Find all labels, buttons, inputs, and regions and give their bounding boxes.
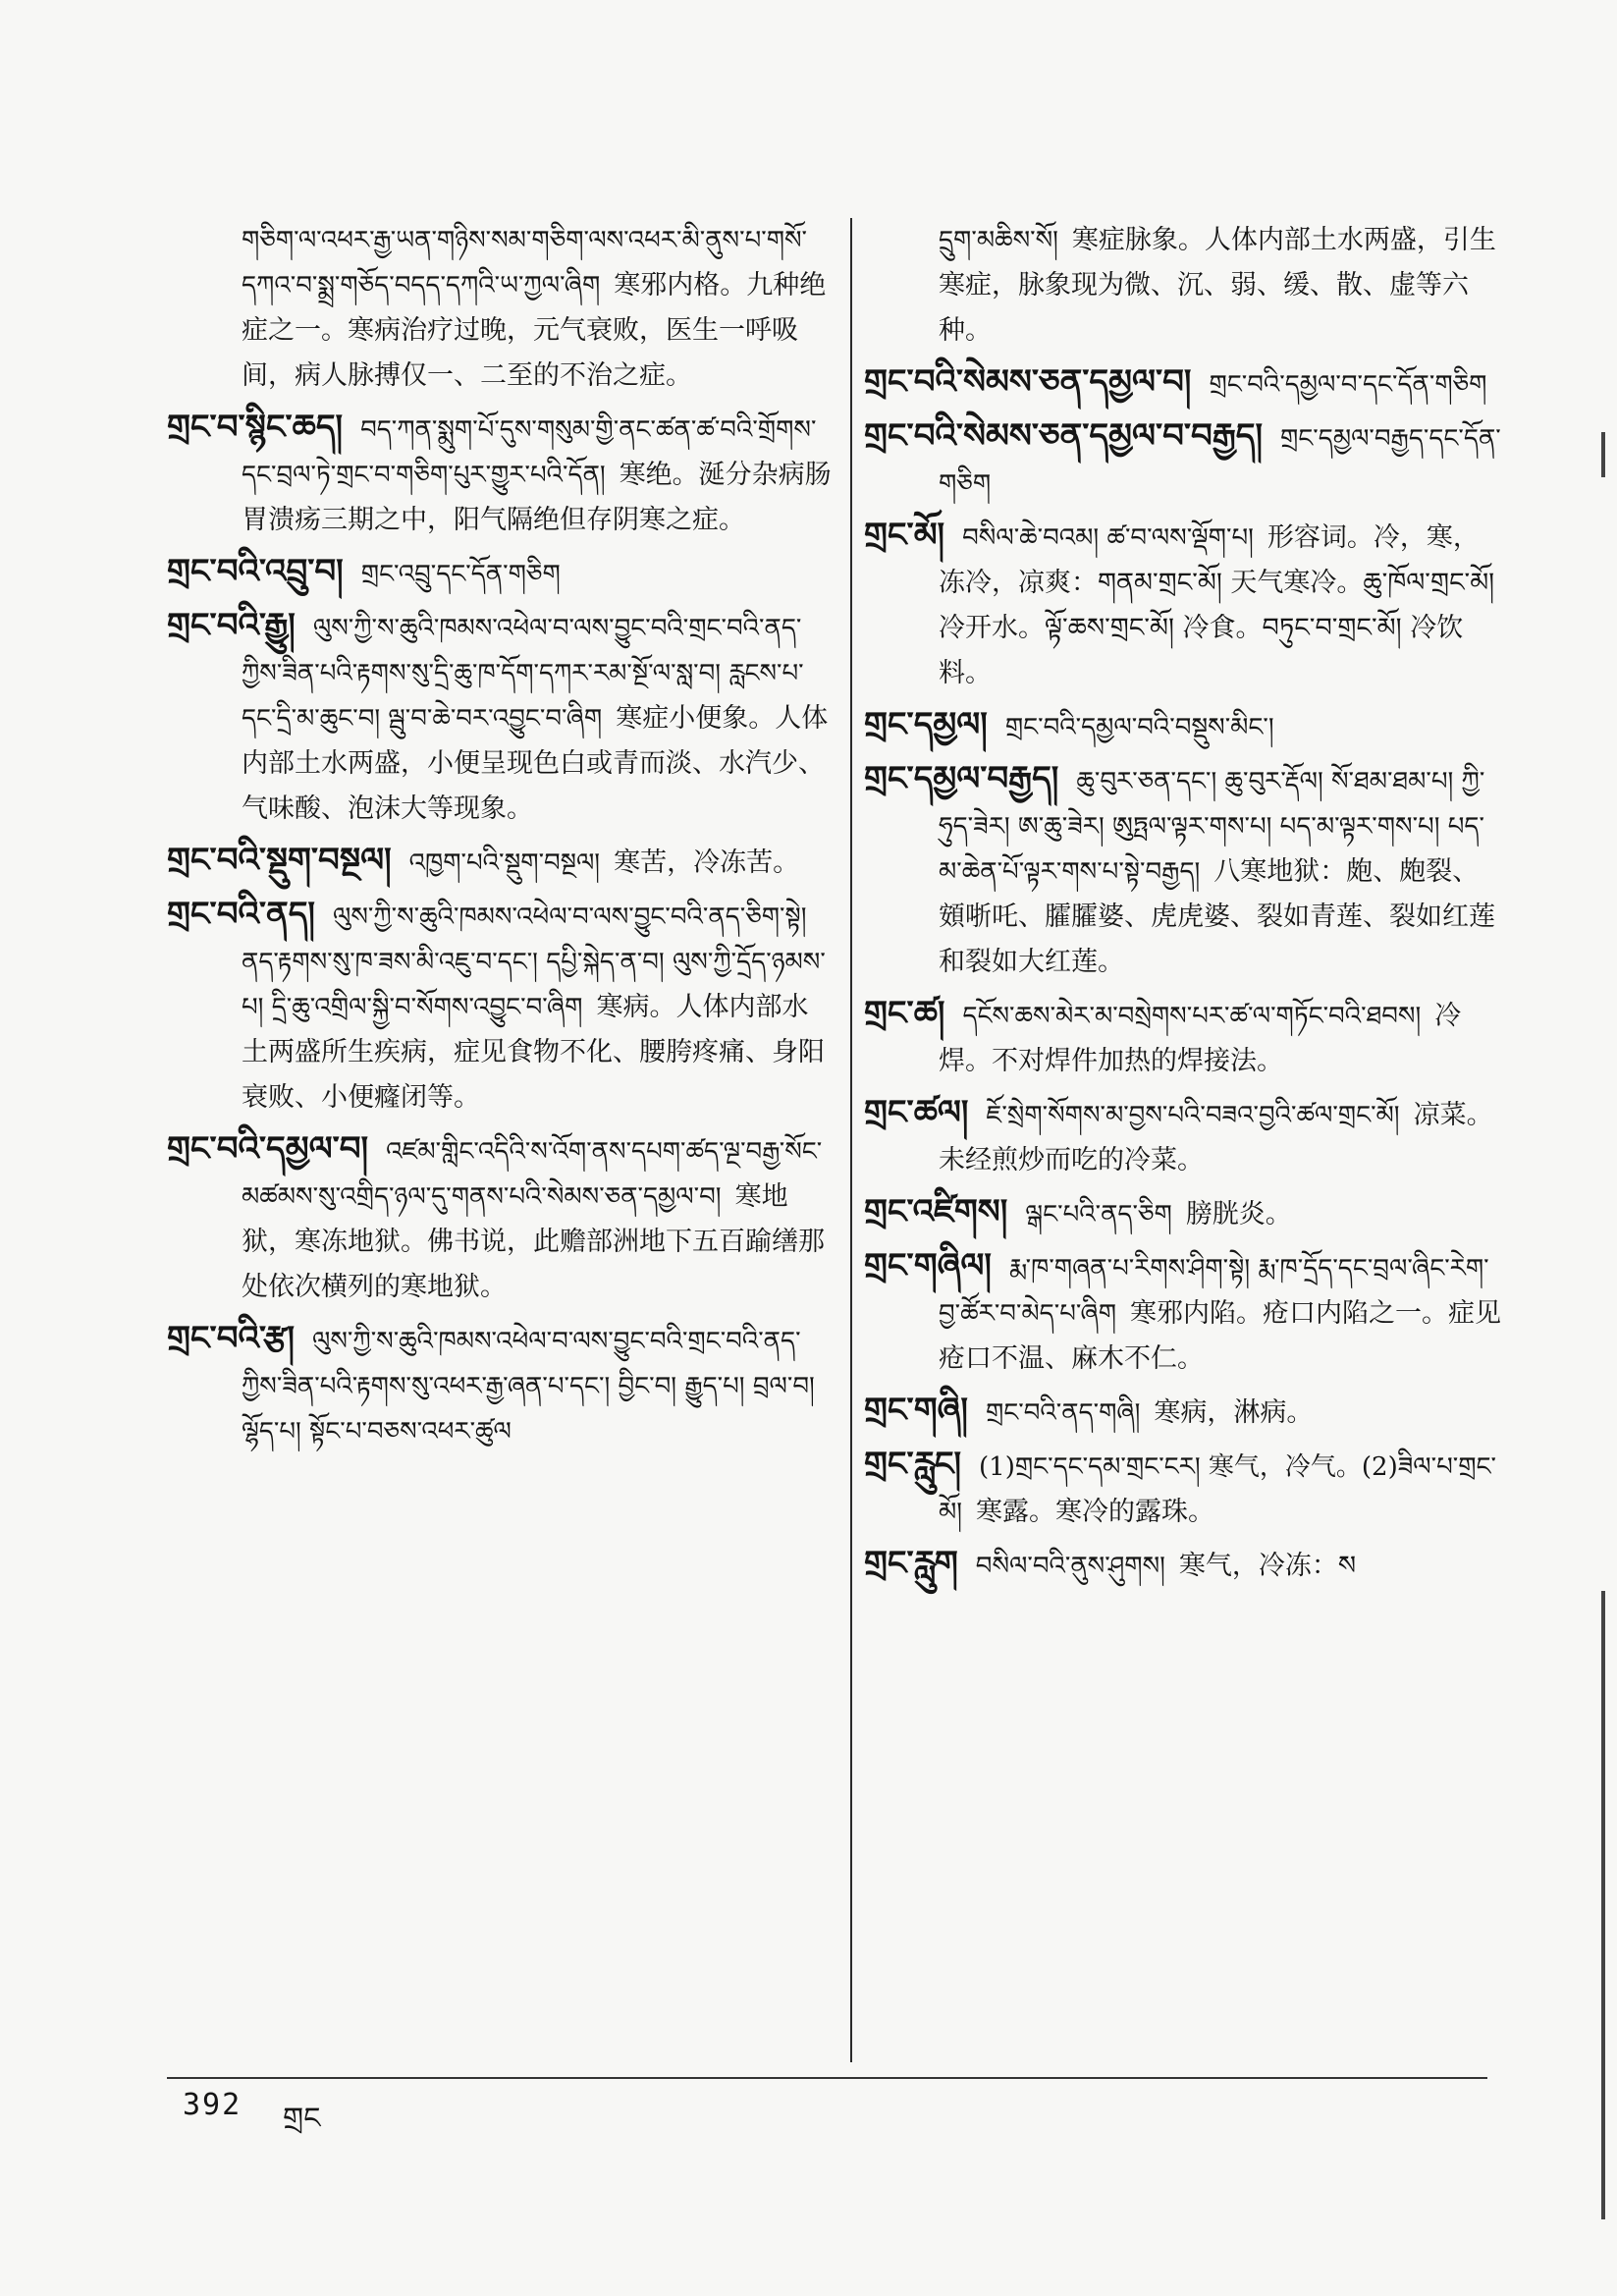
entry-headword: གྲང་གཞིལ།: [864, 1246, 992, 1285]
page-number: 392: [183, 2088, 243, 2122]
entry-tibetan-definition: གྲང་བའི་ནད་གཞི།: [985, 1398, 1141, 1428]
entry-tibetan-definition: བསིལ་ཆེ་བའམ། ཚ་བ་ལས་ལྡོག་པ།: [962, 523, 1254, 553]
dictionary-entry: [167, 892, 835, 1121]
entry-tibetan-definition: ལྒང་པའི་ནད་ཅིག: [1025, 1200, 1172, 1230]
entry-tibetan-definition: ལུས་ཀྱི་ས་ཆུའི་ཁམས་འཕེལ་བ་ལས་བྱུང་བའི་གྲང་བའི་ནད་ཀྱིས་ཟིན་པའི་རྟགས་སུ་འཕར་རྒྱ་ཞན་པ་དང་། བྱིང་བ། རྒྱུད་པ། བྲལ་བ། ལྷོད་པ། སྟོང་པ་བཅས་འཕར་ཚུལ: [242, 1327, 815, 1447]
dictionary-entry: [167, 1126, 835, 1310]
entry-chinese-definition: 冷焊。不对焊件加热的焊接法。: [939, 1001, 1462, 1076]
entry-chinese-definition: 寒露。寒冷的露珠。: [976, 1497, 1215, 1527]
column-divider: [850, 218, 852, 2062]
entry-tibetan-definition: བད་ཀན་སྨུག་པོ་དུས་གསུམ་གྱི་ནང་ཚན་ཚ་བའི་གྲོགས་དང་བྲལ་ཏེ་གྲང་བ་གཅིག་པུར་གྱུར་པའི་དོན།: [242, 415, 817, 490]
entry-tibetan-definition: འཛམ་གླིང་འདིའི་ས་འོག་ནས་དཔག་ཚད་ལྔ་བརྒྱ་སོང་མཚམས་སུ་འགྲིད་ཉལ་དུ་གནས་པའི་སེམས་ཅན་དམྱལ་བ།: [242, 1137, 823, 1212]
entry-tibetan-definition: བསིལ་བའི་ནུས་ཤུགས།: [975, 1552, 1165, 1581]
entry-chinese-definition: 寒苦，冷冻苦。: [614, 847, 800, 878]
dictionary-entry: [167, 1316, 835, 1454]
entry-chinese-definition: 膀胱炎。: [1185, 1199, 1292, 1230]
entry-chinese-definition: 寒气，冷冻：ས: [1178, 1551, 1357, 1581]
dictionary-entry: [864, 1189, 1502, 1237]
entry-chinese-definition: 寒绝。涎分杂病肠胃溃疡三期之中，阳气隔绝但存阴寒之症。: [242, 460, 832, 535]
entry-headword: གྲང་བ་སྙིང་ཆད།: [167, 408, 344, 447]
entry-tibetan-definition: རྨ་ཁ་གཞན་པ་རིགས་ཤིག་སྟེ། རྨ་ཁ་དྲོད་དང་བྲལ་ཞིང་རེག་བྱ་ཚོར་བ་མེད་པ་ཞིག: [939, 1254, 1489, 1329]
entry-headword: གྲང་ཚ།: [864, 994, 945, 1033]
entry-headword: གྲང་བའི་སེམས་ཅན་དམྱལ་བ།: [864, 362, 1192, 402]
entry-headword: གྲང་དམྱལ་བརྒྱད།: [864, 759, 1059, 798]
entry-headword: གྲང་བའི་སྡུག་བསྔལ།: [167, 841, 392, 880]
entry-headword: གྲང་བའི་རྩ།: [167, 1319, 296, 1358]
entry-chinese-definition: 寒邪内格。九种绝症之一。寒病治疗过晚，元气衰败，医生一呼吸间，病人脉搏仅一、二至的不治之症。: [242, 270, 827, 391]
entry-headword: གྲང་བའི་རྒྱུ།: [167, 606, 296, 645]
entry-tibetan-definition: གྲང་དམྱལ་བརྒྱད་དང་དོན་གཅིག: [939, 424, 1501, 499]
dictionary-entry: [864, 413, 1502, 507]
entry-headword: གྲང་བའི་འབྲུ་བ།: [167, 552, 344, 591]
entry-headword: གྲང་འཛིགས།: [864, 1192, 1008, 1231]
entry-chinese-definition: 八寒地狱：皰、皰裂、頞哳吒、臛臛婆、虎虎婆、裂如青莲、裂如红莲和裂如大红莲。: [939, 856, 1495, 977]
entry-chinese-definition: 寒症小便象。人体内部土水两盛，小便呈现色白或青而淡、水汽少、气味酸、泡沫大等现象。: [242, 703, 829, 824]
dictionary-entry: [167, 405, 835, 543]
dictionary-entry: [864, 1243, 1502, 1382]
margin-mark: [1601, 1591, 1605, 2219]
entry-chinese-definition: 寒病。人体内部水土两盛所生疾病，症见食物不化、腰胯疼痛、身阳衰败、小便癃闭等。: [242, 992, 825, 1113]
entry-chinese-definition: 形容词。冷，寒，冻冷，凉爽：གནམ་གྲང་མོ། 天气寒冷。ཆུ་ཁོལ་གྲང་མོ། 冷开水。ལྟོ་ཆས་གྲང་མོ། 冷食。བཏུང་བ་གྲང་མོ། 冷饮料。: [939, 522, 1495, 688]
entry-headword: གྲང་དམྱལ།: [864, 705, 988, 744]
entry-headword: གྲང་བའི་ནད།: [167, 895, 315, 934]
entry-chinese-definition: 寒病，淋病。: [1154, 1397, 1314, 1428]
entry-tibetan-definition: དངོས་ཆས་མེར་མ་བསྲེགས་པར་ཚ་ལ་གཏོང་བའི་ཐབས།: [962, 1002, 1422, 1031]
left-column: [167, 218, 835, 1460]
running-head: གྲང: [283, 2102, 321, 2136]
entry-chinese-definition: 寒邪内陷。疮口内陷之一。症见疮口不温、麻木不仁。: [939, 1298, 1502, 1374]
entry-tibetan-definition: གཅིག་ལ་འཕར་རྒྱ་ཡན་གཉིས་སམ་གཅིག་ལས་འཕར་མི་ནུས་པ་གསོ་དཀའ་བ་སྨྲ་གཅོད་བདད་དཀའི་ཡ་ཀྱལ་ཞིག: [242, 226, 808, 301]
dictionary-entry: [864, 991, 1502, 1084]
dictionary-entry: [864, 1541, 1502, 1589]
right-column: [864, 218, 1502, 1595]
margin-mark: [1601, 432, 1605, 477]
entry-tibetan-definition: ལུས་ཀྱི་ས་ཆུའི་ཁམས་འཕེལ་བ་ལས་བྱུང་བའི་ནད་ཅིག་སྟེ། ནད་རྟགས་སུ་ཁ་ཟས་མི་འཇུ་བ་དང་། དཔྱི་སྐེད་ན་བ། ལུས་ཀྱི་དྲོད་ཉམས་པ། དྲི་ཆུ་འགྲིལ་སྐྱི་བ་སོགས་འབྱུང་བ་ཞིག: [242, 902, 826, 1022]
entry-tibetan-definition: འཁྱག་པའི་སྡུག་བསྔལ།: [408, 848, 601, 878]
dictionary-entry: [864, 1388, 1502, 1436]
dictionary-entry: [167, 549, 835, 597]
entry-chinese-definition: 寒症脉象。人体内部土水两盛，引生寒症，脉象现为微、沉、弱、缓、散、虚等六种。: [939, 225, 1496, 346]
entry-tibetan-definition: ལུས་ཀྱི་ས་ཆུའི་ཁམས་འཕེལ་བ་ལས་བྱུང་བའི་གྲང་བའི་ནད་ཀྱིས་ཟིན་པའི་རྟགས་སུ་དྲི་ཆུ་ཁ་དོག་དཀར་རམ་སྔོ་ལ་སླ་བ། རླངས་པ་དང་དྲི་མ་ཆུང་བ། ལྦུ་བ་ཆེ་བར་འབྱུང་བ་ཞིག: [242, 614, 804, 734]
entry-chinese-definition: 寒地狱，寒冻地狱。佛书说，此赡部洲地下五百踰缮那处依次横列的寒地狱。: [242, 1181, 825, 1302]
dictionary-entry: [864, 1442, 1502, 1535]
entry-tibetan-definition: དྲུག་མཆིས་སོ།: [939, 226, 1058, 255]
entry-tibetan-definition: (1)གྲང་དང་དམ་གྲང་ངར། 寒气，冷气。(2)ཟིལ་པ་གྲང་མོ།: [939, 1452, 1497, 1527]
entry-tibetan-definition: ཇོ་སྲེག་སོགས་མ་བྱས་པའི་བཟའ་བྱའི་ཚལ་གྲང་མོ།: [986, 1101, 1400, 1130]
entry-headword: གྲང་བའི་དམྱལ་བ།: [167, 1129, 369, 1169]
dictionary-entry: [864, 359, 1502, 408]
dictionary-entry: [167, 218, 835, 399]
dictionary-entry: [864, 756, 1502, 985]
entry-headword: གྲང་མོ།: [864, 516, 945, 555]
entry-headword: གྲང་ཚལ།: [864, 1093, 969, 1132]
dictionary-entry: [864, 1090, 1502, 1183]
entry-headword: གྲང་གཞི།: [864, 1391, 968, 1430]
entry-tibetan-definition: གྲང་འབྲུ་དང་དོན་གཅིག: [360, 560, 561, 589]
dictionary-entry: [864, 702, 1502, 750]
dictionary-entry: [167, 838, 835, 886]
entry-chinese-definition: 凉菜。未经煎炒而吃的冷菜。: [939, 1100, 1493, 1175]
entry-headword: གྲང་རླུག: [864, 1544, 958, 1583]
entry-headword: གྲང་རླུང།: [864, 1445, 962, 1484]
dictionary-entry: [167, 603, 835, 832]
entry-tibetan-definition: གྲང་བའི་དམྱལ་བའི་བསྡུས་མིང་།: [1004, 713, 1274, 742]
dictionary-entry: [864, 513, 1502, 696]
footer-rule: [167, 2077, 1487, 2079]
entry-headword: གྲང་བའི་སེམས་ཅན་དམྱལ་བ་བརྒྱད།: [864, 416, 1263, 456]
dictionary-entry: [864, 218, 1502, 354]
entry-tibetan-definition: ཆུ་བུར་ཅན་དང་། ཆུ་བུར་རྡོལ། སོ་ཐམ་ཐམ་པ། ཀྱི་ཧུད་ཟེར། ཨ་ཆུ་ཟེར། ཨུཏྤལ་ལྟར་གས་པ། པད་མ་ལྟར་གས་པ། པད་མ་ཆེན་པོ་ལྟར་གས་པ་སྟེ་བརྒྱད།: [939, 767, 1485, 887]
entry-tibetan-definition: གྲང་བའི་དམྱལ་བ་དང་དོན་གཅིག: [1209, 370, 1487, 400]
